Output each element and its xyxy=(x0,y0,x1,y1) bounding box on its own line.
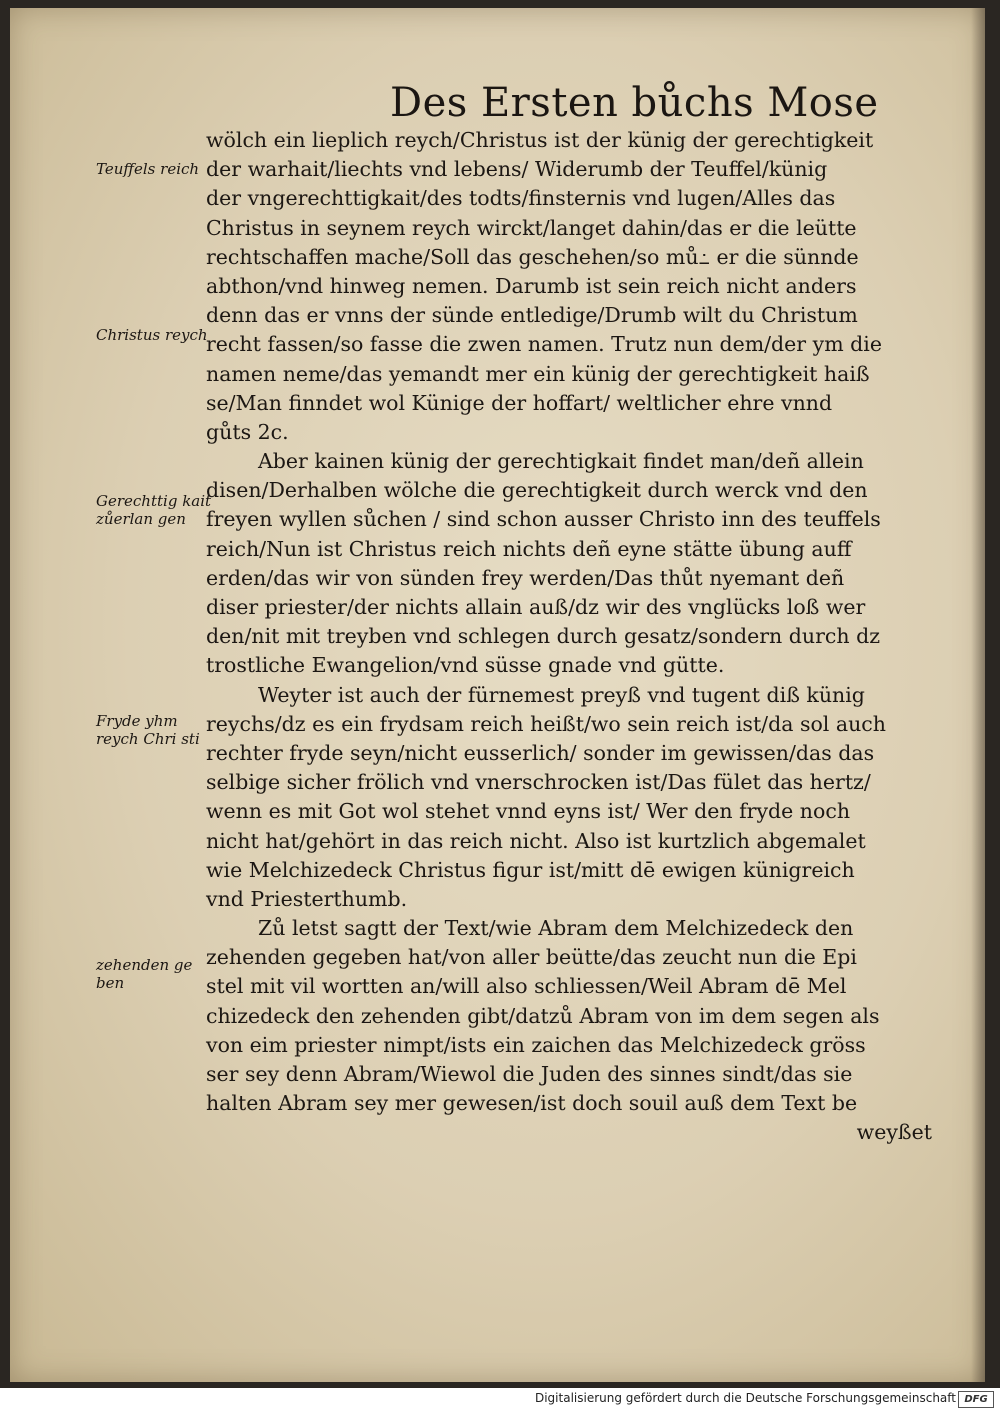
text-line: Weyter ist auch der fürnemest preyß vnd tugent diß künig xyxy=(258,682,865,707)
text-line: der warhait/liechts vnd lebens/ Widerumb der Teuffel/künig xyxy=(206,157,828,182)
text-line: ser sey denn Abram/Wiewol die Juden des sinnes sindt/das sie xyxy=(206,1062,853,1086)
catchword: weyßet xyxy=(856,1120,932,1145)
text-line: der vngerechttigkait/des todts/finsternis vnd lugen/Alles das xyxy=(206,186,836,211)
text-line: rechtschaffen mache/Soll das geschehen/so mů߸ er die sünnde xyxy=(206,244,859,269)
text-line: denn das er vnns der sünde entledige/Drumb wilt du Christum xyxy=(206,303,858,328)
text-line: reychs/dz es ein frydsam reich heißt/wo sein reich ist/da sol auch xyxy=(206,711,886,736)
text-line: namen neme/das yemandt mer ein künig der gerechtigkeit haiß xyxy=(206,361,870,386)
page-edge-shadow xyxy=(971,8,985,1382)
margin-note-fryde: Fryde yhm reych Chri sti xyxy=(96,712,200,748)
text-line: erden/das wir von sünden frey werden/Das thůt nyemant deñ xyxy=(206,565,845,590)
text-line: diser priester/der nichts allain auß/dz wir des vnglücks loß wer xyxy=(206,595,866,619)
text-line: wie Melchizedeck Christus figur ist/mitt dē ewigen künigreich xyxy=(206,857,855,882)
text-line: freyen wyllen sůchen / sind schon ausser Christo inn des teuffels xyxy=(206,507,881,532)
text-line: recht fassen/so fasse die zwen namen. Trutz nun dem/der ym die xyxy=(206,332,882,357)
text-line: se/Man finndet wol Künige der hoffart/ weltlicher ehre vnnd xyxy=(206,390,833,415)
footer-bar xyxy=(0,1388,1000,1410)
text-line: zehenden gegeben hat/von aller beütte/das zeucht nun die Epi xyxy=(206,945,857,970)
text-line: rechter fryde seyn/nicht eusserlich/ sonder im gewissen/das das xyxy=(206,740,875,765)
main-text-block xyxy=(206,126,932,1148)
text-line: reich/Nun ist Christus reich nichts deñ eyne stätte übung auff xyxy=(206,536,852,561)
funding-notice: Digitalisierung gefördert durch die Deutsche Forschungsgemeinschaft xyxy=(534,1391,956,1405)
text-line: nicht hat/gehört in das reich nicht. Also ist kurtzlich abgemalet xyxy=(206,828,866,853)
margin-note-zehenden: zehenden ge ben xyxy=(96,956,193,992)
margin-note-gerechttigkait: Gerechttig kait zůerlan gen xyxy=(96,492,212,528)
text-line: Christus in seynem reych wirckt/langet dahin/das er die leütte xyxy=(206,215,857,240)
margin-note-christus-reych: Christus reych xyxy=(96,326,208,344)
text-line: stel mit vil wortten an/will also schliessen/Weil Abram dē Mel xyxy=(206,974,847,999)
text-line: von eim priester nimpt/ists ein zaichen das Melchizedeck gröss xyxy=(206,1032,866,1057)
text-line: den/nit mit treyben vnd schlegen durch gesatz/sondern durch dz xyxy=(206,624,880,649)
text-line: halten Abram sey mer gewesen/ist doch souil auß dem Text be xyxy=(206,1091,858,1116)
text-line: selbige sicher frölich vnd vnerschrocken ist/Das fület das hertz/ xyxy=(206,770,871,795)
text-line: trostliche Ewangelion/vnd süsse gnade vnd gütte. xyxy=(206,653,725,678)
text-line: disen/Derhalben wölche die gerechtigkeit durch werck vnd den xyxy=(206,478,868,503)
margin-note-teuffels-reich: Teuffels reich xyxy=(96,160,200,178)
text-line: wenn es mit Got wol stehet vnnd eyns ist/ Wer den fryde noch xyxy=(206,799,851,824)
text-line: vnd Priesterthumb. xyxy=(206,886,408,911)
running-head: Des Ersten bůchs Mose xyxy=(390,80,879,126)
text-line: chizedeck den zehenden gibt/datzů Abram von im dem segen als xyxy=(206,1003,880,1028)
text-line: abthon/vnd hinweg nemen. Darumb ist sein reich nicht anders xyxy=(206,273,857,298)
text-line: wölch ein lieplich reych/Christus ist der künig der gerechtigkeit xyxy=(206,128,874,152)
text-line: gůts 2c. xyxy=(206,419,289,444)
text-line: Zů letst sagtt der Text/wie Abram dem Melchizedeck den xyxy=(258,916,854,941)
dfg-logo: DFG xyxy=(958,1391,994,1408)
text-line: Aber kainen künig der gerechtigkait findet man/deñ allein xyxy=(258,449,864,474)
